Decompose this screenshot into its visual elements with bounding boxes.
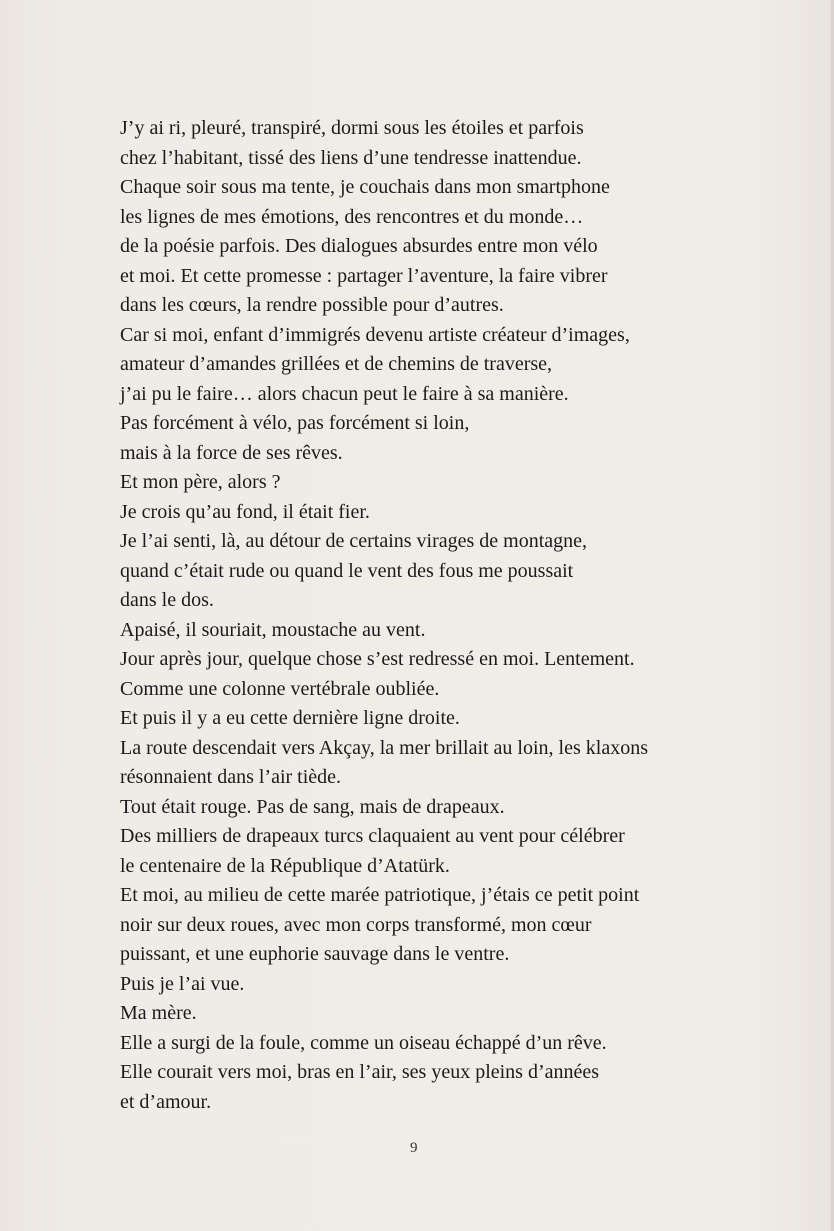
text-line: Et moi, au milieu de cette marée patriotique, j’étais ce petit point bbox=[120, 884, 640, 906]
text-line: quand c’était rude ou quand le vent des fous me poussait bbox=[120, 559, 574, 582]
text-line: mais à la force de ses rêves. bbox=[120, 441, 343, 464]
text-line: Elle a surgi de la foule, comme un oiseau échappé d’un rêve. bbox=[120, 1031, 607, 1054]
text-line: résonnaient dans l’air tiède. bbox=[120, 766, 342, 788]
text-line: Comme une colonne vertébrale oubliée. bbox=[120, 677, 440, 700]
text-line: Car si moi, enfant d’immigrés devenu artiste créateur d’images, bbox=[120, 323, 630, 346]
text-line: Je crois qu’au fond, il était fier. bbox=[120, 500, 370, 523]
text-line: Des milliers de drapeaux turcs claquaient au vent pour célébrer bbox=[120, 825, 625, 847]
text-line: Ma mère. bbox=[120, 1002, 197, 1024]
text-line: et moi. Et cette promesse : partager l’aventure, la faire vibrer bbox=[120, 264, 608, 287]
text-line: Elle courait vers moi, bras en l’air, ses yeux pleins d’années bbox=[120, 1061, 600, 1083]
text-line: et d’amour. bbox=[120, 1090, 212, 1113]
body-text bbox=[120, 114, 760, 1117]
text-line: dans les cœurs, la rendre possible pour d’autres. bbox=[120, 294, 504, 316]
text-line: le centenaire de la République d’Atatürk. bbox=[120, 854, 450, 877]
text-line: les lignes de mes émotions, des rencontres et du monde… bbox=[120, 205, 584, 228]
text-line: Chaque soir sous ma tente, je couchais dans mon smartphone bbox=[120, 176, 610, 198]
text-line: Et mon père, alors ? bbox=[120, 471, 281, 493]
text-line: dans le dos. bbox=[120, 589, 214, 611]
text-line: Puis je l’ai vue. bbox=[120, 972, 245, 995]
text-line: La route descendait vers Akçay, la mer brillait au loin, les klaxons bbox=[120, 736, 648, 759]
text-line: Je l’ai senti, là, au détour de certains virages de montagne, bbox=[120, 530, 588, 552]
text-line: Et puis il y a eu cette dernière ligne droite. bbox=[120, 707, 460, 729]
page-number: 9 bbox=[410, 1140, 418, 1156]
text-line: Jour après jour, quelque chose s’est redressé en moi. Lentement. bbox=[120, 648, 635, 670]
text-line: Apaisé, il souriait, moustache au vent. bbox=[120, 618, 426, 641]
text-line: Pas forcément à vélo, pas forcément si loin, bbox=[120, 412, 470, 434]
text-line: Tout était rouge. Pas de sang, mais de drapeaux. bbox=[120, 795, 505, 818]
text-line: chez l’habitant, tissé des liens d’une tendresse inattendue. bbox=[120, 146, 582, 169]
text-line: J’y ai ri, pleuré, transpiré, dormi sous les étoiles et parfois bbox=[120, 117, 584, 139]
text-line: de la poésie parfois. Des dialogues absurdes entre mon vélo bbox=[120, 235, 598, 257]
text-line: noir sur deux roues, avec mon corps transformé, mon cœur bbox=[120, 913, 592, 936]
text-line: amateur d’amandes grillées et de chemins de traverse, bbox=[120, 353, 553, 375]
text-line: j’ai pu le faire… alors chacun peut le faire à sa manière. bbox=[120, 382, 569, 405]
text-line: puissant, et une euphorie sauvage dans le ventre. bbox=[120, 943, 510, 965]
